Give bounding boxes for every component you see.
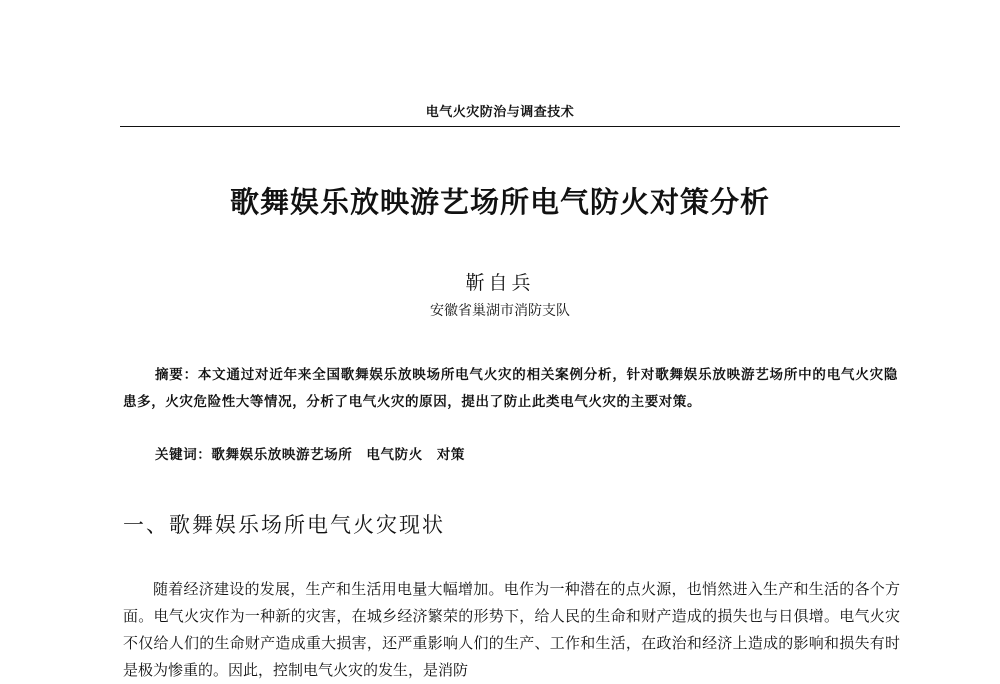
keyword-item: 歌舞娱乐放映游艺场所: [211, 447, 353, 463]
keywords-label: 关键词：: [155, 447, 212, 463]
abstract-text: 本文通过对近年来全国歌舞娱乐放映场所电气火灾的相关案例分析，针对歌舞娱乐放映游艺场所中的电气火灾隐患多，火灾危险性大等情况，分析了电气火灾的原因，提出了防止此类电气火灾的主要对策。: [123, 367, 898, 410]
author-name: 靳自兵: [465, 272, 535, 294]
paper-title: 歌舞娱乐放映游艺场所电气防火对策分析: [229, 185, 770, 219]
header-rule: [120, 126, 900, 127]
keyword-item: 对策: [436, 447, 466, 463]
author-affiliation: 安徽省巢湖市消防支队: [430, 303, 570, 319]
section-heading: 一、歌舞娱乐场所电气火灾现状: [123, 513, 445, 537]
body-paragraph: 随着经济建设的发展，生产和生活用电量大幅增加。电作为一种潜在的点火源，也悄然进入生产和生活的各个方面。电气火灾作为一种新的灾害，在城乡经济繁荣的形势下，给人民的生命和财产造成的损失也与日俱增。电气火灾不仅给人们的生命财产造成重大损害，还严重影响人们的生产、工作和生活，在政治和经济上造成的影响和损失有时是极为惨重的。因此，控制电气火灾的发生，是消防: [123, 580, 900, 679]
abstract: [123, 362, 898, 416]
keywords: [155, 443, 479, 463]
keyword-item: 电气防火: [366, 447, 423, 463]
abstract-label: 摘要：: [155, 367, 198, 383]
running-header: 电气火灾防治与调查技术: [425, 105, 575, 120]
